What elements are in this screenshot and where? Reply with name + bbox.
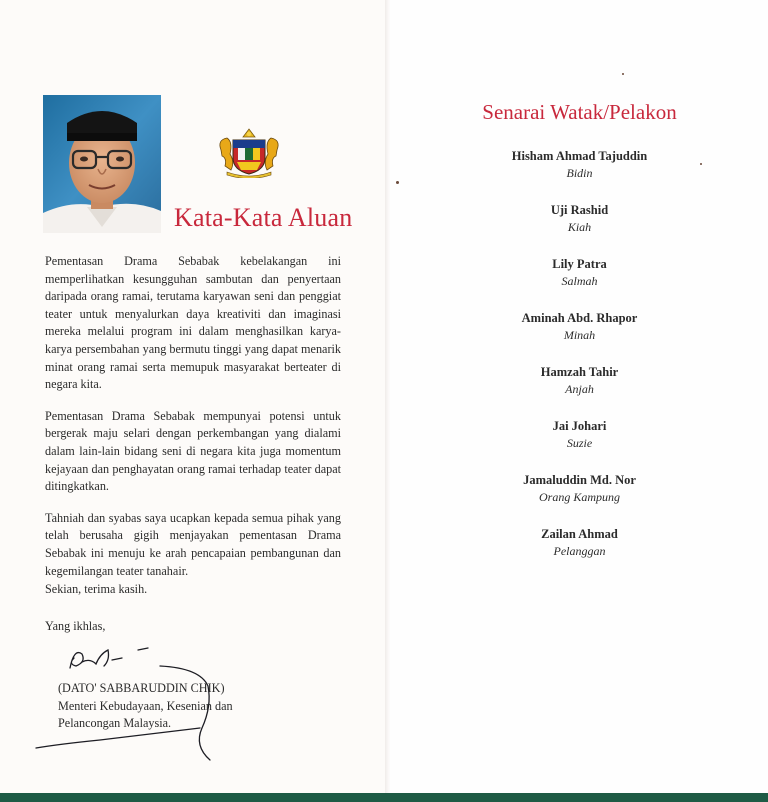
closing-line: Sekian, terima kasih. bbox=[45, 582, 148, 596]
signer-title-line-1: Menteri Kebudayaan, Kesenian dan bbox=[58, 698, 233, 713]
welcome-paragraph-1: Pementasan Drama Sebabak kebelakangan ini memperlihatkan kesungguhan sambutan dan penyertaan daripada orang ramai, terutama karyawan seni dan penggiat teater untuk menyalurkan daya kreativiti dan imaginasi mereka melalui program ini dalam menghasilkan karya-karya persembahan yang bermutu tinggi yang dapat menarik minat orang ramai serta memupuk masyarakat berteater di negara kita. bbox=[45, 254, 341, 392]
actor-name: Jai Johari bbox=[552, 419, 607, 433]
signer-block bbox=[58, 680, 233, 733]
portrait-photo bbox=[43, 95, 161, 233]
cast-entry bbox=[391, 364, 768, 418]
actor-name: Hamzah Tahir bbox=[540, 365, 619, 379]
paper-speck bbox=[396, 181, 399, 184]
role-name: Kiah bbox=[567, 220, 592, 234]
paper-speck bbox=[622, 73, 624, 75]
role-name: Anjah bbox=[565, 382, 594, 396]
actor-name: Zailan Ahmad bbox=[541, 527, 618, 541]
cast-entry bbox=[391, 202, 768, 256]
welcome-title: Kata-Kata Aluan bbox=[174, 203, 353, 232]
malaysia-coat-of-arms-icon bbox=[213, 128, 285, 178]
actor-name: Hisham Ahmad Tajuddin bbox=[511, 149, 648, 163]
role-name: Salmah bbox=[561, 274, 598, 288]
role-name: Orang Kampung bbox=[538, 490, 620, 504]
actor-name: Aminah Abd. Rhapor bbox=[521, 311, 638, 325]
cast-entry bbox=[391, 310, 768, 364]
cast-entry bbox=[391, 526, 768, 580]
cast-entry bbox=[391, 256, 768, 310]
welcome-message bbox=[45, 253, 341, 594]
welcome-paragraph-3: Tahniah dan syabas saya ucapkan kepada semua pihak yang telah berusaha gigih menjayakan pementasan Drama Sebabak ini menuju ke arah pencapaian pembangunan dan kegemilangan teater tanahair. bbox=[45, 510, 341, 578]
cast-list-heading: Senarai Watak/Pelakon bbox=[482, 100, 677, 124]
actor-name: Uji Rashid bbox=[550, 203, 609, 217]
cast-entry bbox=[391, 148, 768, 202]
role-name: Bidin bbox=[566, 166, 593, 180]
role-name: Pelanggan bbox=[553, 544, 606, 558]
actor-name: Lily Patra bbox=[552, 257, 607, 271]
signer-title-line-2: Pelancongan Malaysia. bbox=[58, 716, 172, 731]
cast-entry bbox=[391, 472, 768, 526]
cast-entry bbox=[391, 418, 768, 472]
actor-name: Jamaluddin Md. Nor bbox=[523, 473, 636, 487]
bottom-border-band bbox=[0, 793, 768, 802]
cast-list bbox=[391, 148, 768, 580]
role-name: Suzie bbox=[566, 436, 593, 450]
signer-name: (DATO' SABBARUDDIN CHIK) bbox=[58, 681, 225, 695]
sign-off-line: Yang ikhlas, bbox=[45, 619, 106, 633]
paper-speck bbox=[700, 163, 702, 165]
role-name: Minah bbox=[563, 328, 596, 342]
welcome-paragraph-2: Pementasan Drama Sebabak mempunyai potensi untuk bergerak maju selari dengan perkembangan yang dialami dalam lain-lain bidang seni di negara kita juga momentum kejayaan dan penghayatan orang ramai terhadap teater dapat ditingkatkan. bbox=[45, 408, 341, 494]
